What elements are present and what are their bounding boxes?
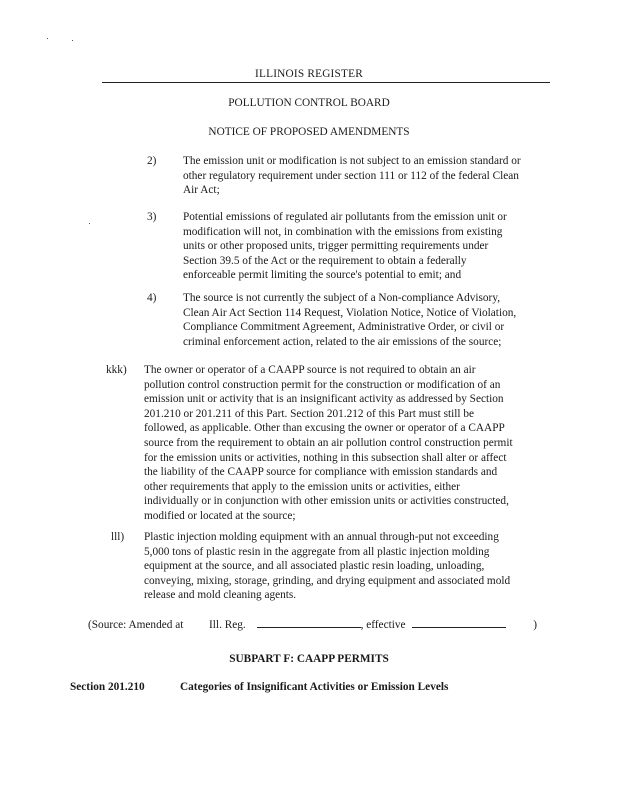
item-text-line: Clean Air Act Section 114 Request, Violation Notice, Notice of Violation, <box>183 306 517 319</box>
item-text-line: enforceable permit limiting the source's potential to emit; and <box>183 269 462 282</box>
item-text-line: pollution control construction permit for the construction or modification of an <box>144 378 501 391</box>
item-text-line: The source is not currently the subject of a Non-compliance Advisory, <box>183 292 501 304</box>
item-label: 4) <box>147 292 157 304</box>
item-label: lll) <box>111 531 125 543</box>
scan-speck <box>89 223 90 224</box>
source-close: ) <box>533 619 537 631</box>
item-label: kkk) <box>106 364 127 376</box>
item-text-line: release and mold cleaning agents. <box>144 589 297 602</box>
item-text-line: modification will not, in combination with the emissions from existing <box>183 225 503 238</box>
register-title: ILLINOIS REGISTER <box>255 68 363 80</box>
source-prefix: (Source: Amended at <box>88 619 184 631</box>
item-text-line: other regulatory requirement under section 111 or 112 of the federal Clean <box>183 169 519 182</box>
item-text-line: 201.210 or 201.211 of this Part. Section 201.212 of this Part must still be <box>144 407 475 420</box>
item-label: 2) <box>147 155 157 167</box>
item-text-line: the liability of the CAAPP source for compliance with emission standards and <box>144 466 498 479</box>
item-text-line: criminal enforcement action, related to the air emissions of the source; <box>183 335 502 348</box>
item-text-line: The emission unit or modification is not subject to an emission standard or <box>183 155 521 167</box>
item-text-line: conveying, mixing, storage, grinding, and drying equipment and associated mold <box>144 574 511 587</box>
item-text-line: Section 39.5 of the Act or the requirement to obtain a federally <box>183 254 467 267</box>
item-text-line: Potential emissions of regulated air pollutants from the emission unit or <box>183 211 507 223</box>
item-text-line: followed, as applicable. Other than excusing the owner or operator of a CAAPP <box>144 422 505 435</box>
item-text-line: for the emission units or activities, nothing in this subsection shall alter or affect <box>144 451 507 464</box>
section-title: Categories of Insignificant Activities or Emission Levels <box>180 681 449 693</box>
subpart-heading: SUBPART F: CAAPP PERMITS <box>229 653 389 665</box>
source-reg: Ill. Reg. <box>209 619 246 631</box>
item-text-line: modified or located at the source; <box>144 510 296 522</box>
source-effective: , effective <box>360 619 406 631</box>
scan-speck <box>72 40 73 41</box>
scan-speck <box>47 38 48 39</box>
item-text-line: units or other proposed units, trigger permitting requirements under <box>183 240 489 253</box>
item-text-line: individually or in conjunction with other emission units or activities constructed, <box>144 495 509 508</box>
item-text-line: 5,000 tons of plastic resin in the aggregate from all plastic injection molding <box>144 545 490 558</box>
notice-title: NOTICE OF PROPOSED AMENDMENTS <box>208 126 410 138</box>
item-text-line: equipment at the source, and all associated plastic resin loading, unloading, <box>144 560 485 573</box>
section-number: Section 201.210 <box>70 681 145 693</box>
item-text-line: Plastic injection molding equipment with an annual through-put not exceeding <box>144 531 499 543</box>
header-rule <box>102 82 550 83</box>
source-note <box>88 617 537 631</box>
item-text-line: source from the requirement to obtain an air pollution control construction permit <box>144 437 513 449</box>
item-label: 3) <box>147 211 157 223</box>
item-text-line: emission unit or activity that is an insignificant activity as addressed by Section <box>144 393 504 406</box>
item-text-line: The owner or operator of a CAAPP source is not required to obtain an air <box>144 364 476 376</box>
effective-blank <box>412 617 506 628</box>
board-title: POLLUTION CONTROL BOARD <box>228 97 390 109</box>
item-text-line: Air Act; <box>183 184 220 197</box>
item-text-line: Compliance Commitment Agreement, Administrative Order, or civil or <box>183 321 505 334</box>
reg-blank <box>257 617 361 628</box>
item-text-line: other requirements that apply to the emission units or activities, either <box>144 480 460 493</box>
